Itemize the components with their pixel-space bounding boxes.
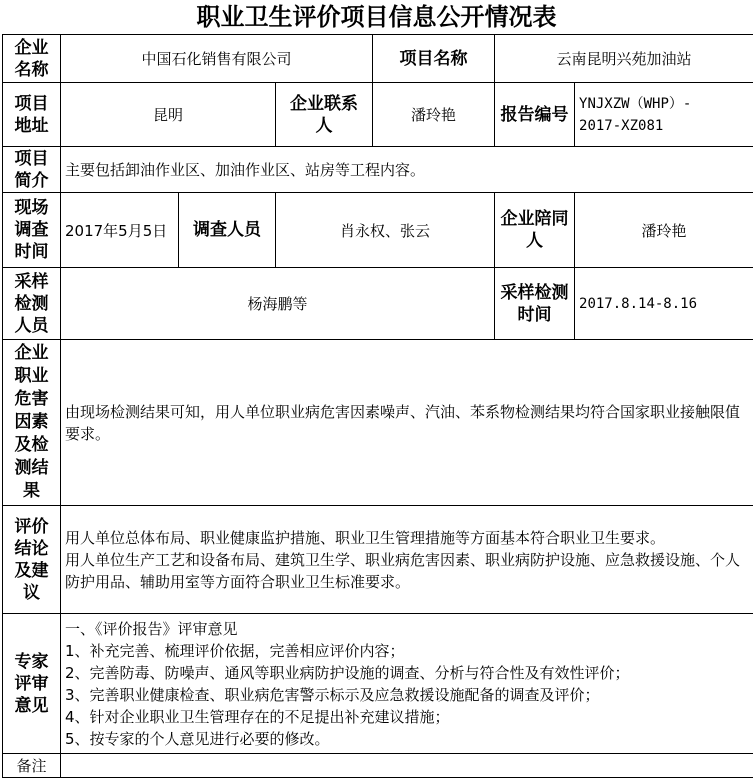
expert-cell [61, 614, 753, 754]
remark-label: 备注 [3, 754, 61, 778]
expert-line: 5、按专家的个人意见进行必要的修改。 [65, 730, 330, 748]
expert-label: 专家 评审 意见 [3, 614, 61, 754]
investigators-value: 肖永权、张云 [276, 193, 495, 268]
hazard-label: 企业 职业 危害 因素 及检 测结 果 [3, 340, 61, 506]
sampling-staff-label: 采样 检测 人员 [3, 268, 61, 340]
sampling-time-label: 采样检测 时间 [495, 268, 575, 340]
company-value: 中国石化销售有限公司 [61, 35, 373, 83]
expert-line: 3、完善职业健康检查、职业病危害警示标示及应急救援设施配备的调查及评价； [65, 686, 600, 704]
row-company [3, 35, 753, 83]
summary-label: 项目 简介 [3, 147, 61, 193]
expert-line: 1、补充完善、梳理评价依据，完善相应评价内容； [65, 642, 405, 660]
row-expert [3, 614, 753, 754]
report-no-label: 报告编号 [495, 83, 575, 147]
page-title: 职业卫生评价项目信息公开情况表 [196, 2, 557, 31]
info-table [2, 34, 753, 778]
hazard-value: 由现场检测结果可知，用人单位职业病危害因素噪声、汽油、苯系物检测结果均符合国家职业接触限值要求。 [61, 340, 753, 506]
report-no-value: YNJXZW（WHP）- 2017-XZ081 [575, 83, 753, 147]
address-label: 项目 地址 [3, 83, 61, 147]
expert-line: 2、完善防毒、防噪声、通风等职业病防护设施的调查、分析与符合性及有效性评价； [65, 664, 630, 682]
address-value: 昆明 [61, 83, 276, 147]
row-sampling [3, 268, 753, 340]
survey-time-label: 现场 调查 时间 [3, 193, 61, 268]
escort-label: 企业陪同 人 [495, 193, 575, 268]
conclusion-cell [61, 506, 753, 614]
row-remark [3, 754, 753, 778]
contact-value: 潘玲艳 [373, 83, 495, 147]
row-conclusion [3, 506, 753, 614]
row-summary [3, 147, 753, 193]
survey-time-value: 2017年5月5日 [61, 193, 179, 268]
project-name-value: 云南昆明兴苑加油站 [495, 35, 753, 83]
contact-label: 企业联系 人 [276, 83, 373, 147]
row-survey [3, 193, 753, 268]
escort-value: 潘玲艳 [575, 193, 753, 268]
expert-line: 4、针对企业职业卫生管理存在的不足提出补充建议措施； [65, 708, 450, 726]
summary-value: 主要包括卸油作业区、加油作业区、站房等工程内容。 [61, 147, 753, 193]
project-name-label: 项目名称 [373, 35, 495, 83]
expert-line: 一、《评价报告》评审意见 [65, 620, 238, 638]
sampling-staff-value: 杨海鹏等 [61, 268, 495, 340]
company-label: 企业 名称 [3, 35, 61, 83]
conclusion-label: 评价 结论 及建 议 [3, 506, 61, 614]
row-hazard [3, 340, 753, 506]
sampling-time-value: 2017.8.14-8.16 [575, 268, 753, 340]
conclusion-paragraph-1: 用人单位总体布局、职业健康监护措施、职业卫生管理措施等方面基本符合职业卫生要求。 [65, 528, 666, 547]
remark-value [61, 754, 753, 778]
row-address [3, 83, 753, 147]
investigators-label: 调查人员 [179, 193, 276, 268]
conclusion-paragraph-2: 用人单位生产工艺和设备布局、建筑卫生学、职业病危害因素、职业病防护设施、应急救援设施、个人防护用品、辅助用室等方面符合职业卫生标准要求。 [65, 550, 741, 591]
